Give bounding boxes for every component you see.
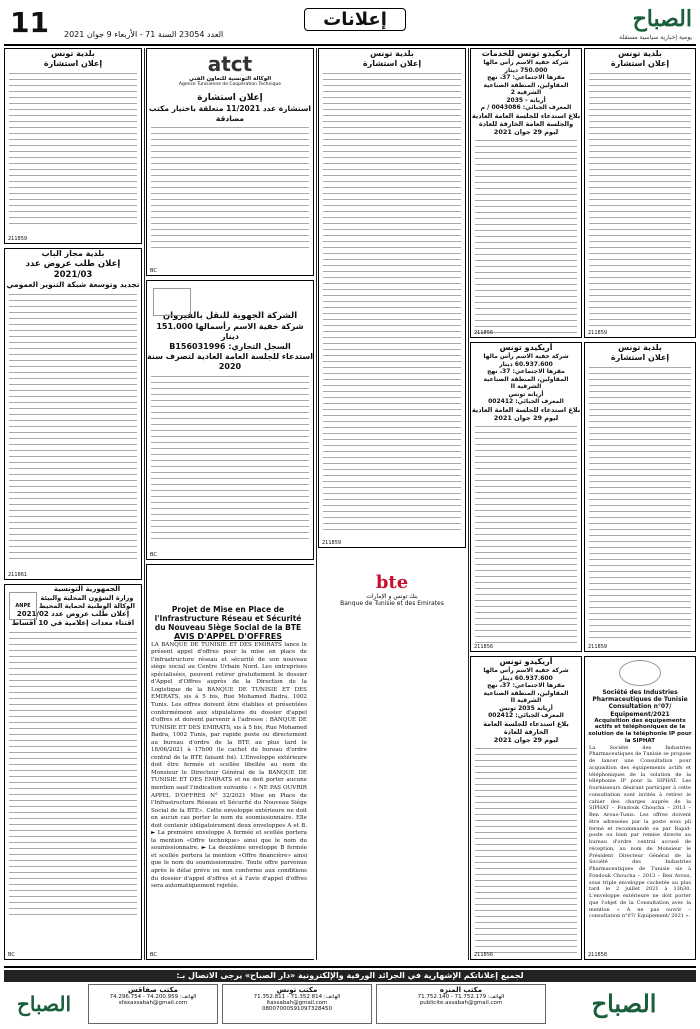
ad-notice: بلاغ استدعاء للجلسة العامة الخارقة للعادة [483, 719, 569, 736]
atct-logo-french: Agence Tunisienne de Coopération Technique [178, 82, 282, 87]
ad-ref: 211861 [8, 572, 28, 578]
ad-tax-id: المعرف الجبائي: 002412 [488, 712, 564, 719]
ad-municipality-tunis-2 [584, 342, 696, 652]
ad-ministry: وزارة الشؤون المحلية والبيئة [40, 593, 134, 602]
page-header [4, 4, 696, 46]
ad-ref: 211859 [322, 540, 342, 546]
ad-title: بلدية تونس [618, 49, 662, 58]
ad-city: أريانة تونس [508, 390, 544, 398]
masthead-logo [602, 6, 692, 40]
ad-body-text [9, 292, 137, 562]
ad-ref: BC [8, 952, 15, 958]
footer-logo-right: الصباح [591, 989, 657, 1018]
ad-subtitle: استشارة عدد 11/2021 متعلقة باختيار مكتب مصادقة [149, 104, 311, 123]
ad-address: مقرها الاجتماعي: 37، نهج المقاولين، المنطقة الصناعية الشرقية 2 [483, 74, 569, 96]
ad-title: بلدية تونس [618, 343, 662, 352]
ad-subtitle: شركة خفية الاسم رأس مالها 60.937.600 دينار [483, 353, 569, 368]
ad-notice: استدعاء للجلسة العامة العادية لتصرف سنة 2020 [147, 351, 313, 371]
masthead-logo-text: الصباح [632, 6, 692, 32]
ad-ref: 211859 [8, 236, 28, 242]
ad-subtitle: شركة خفية الاسم رأس مالها 60.937.600 دينار [483, 667, 569, 682]
ad-object: Acquisition des équipements actifs et téléphoniques de la solution de la téléphonie IP pour la SIPHAT [588, 717, 692, 744]
ad-title: أريكيدو تونس [499, 657, 553, 666]
ad-atct [146, 48, 314, 276]
ad-body-text [323, 71, 461, 531]
footer-phone-line: 08007000591097328450 [262, 1006, 332, 1012]
column-divider [144, 48, 145, 960]
ad-title: الشركة الجهوية للنقل بالقيروان [162, 311, 298, 321]
ad-body-text [475, 138, 577, 338]
office-title: مكتب المنزه [439, 986, 483, 994]
column-left [4, 48, 142, 960]
ad-date: ليوم 29 جوان 2021 [493, 735, 559, 744]
ad-title: أريكيدو تونس للخدمات [481, 49, 571, 58]
ad-register: السجل التجاري: B156031996 [169, 341, 291, 351]
office-phone: الهاتف: 74.200.959 - 74.296.754 [109, 994, 197, 1000]
ad-subtitle: شركة خفية الاسم رأس مالها 750.000 دينار [483, 59, 569, 74]
ad-address: مقرها الاجتماعي: 37، نهج المقاولين، المنطقة الصناعية الشرقية II [483, 368, 569, 390]
office-title: مكتب تونس [276, 986, 318, 994]
ad-ref: 211859 [588, 330, 608, 336]
footer-logo-left: الصباح [16, 992, 72, 1016]
ad-body-text [589, 365, 691, 640]
column-right [470, 48, 696, 960]
ad-municipality-tunis-3 [318, 48, 466, 548]
office-email: sfaxassabah@gmail.com [118, 1000, 188, 1006]
office-email: ltassabah@gmail.com [266, 1000, 328, 1006]
ad-title: بلدية مجاز الباب [41, 249, 105, 258]
ad-ref: 211859 [588, 644, 608, 650]
office-phone: الهاتف: 71.752.179 - 71.752.140 [417, 994, 505, 1000]
ad-subtitle: إعلان استشارة [43, 59, 103, 68]
anpe-logo-text: ANPE [15, 603, 31, 609]
footer-office-tunis [222, 984, 372, 1024]
ad-tax-id: المعرف الجبائي: 002412 [488, 398, 564, 405]
office-email: publicite.assabah@gmail.com [419, 1000, 503, 1006]
ad-notice: بلاغ استدعاء للجلسة العامة العادية [471, 405, 581, 414]
ad-siphat-consultation [584, 656, 696, 960]
ad-ref: 211856 [474, 330, 494, 336]
ad-body: LA BANQUE DE TUNISIE ET DES EMIRATS lance le présent appel d'offres pour la mise en place de l'infrastructure réseau et sécurité de son nouveau siège social au Centre Urbain Nord. Les entreprises spécialisées, peuvent retirer gratuitement le dossier d'Appel d'Offres auprès de la Direction de la Logistique de la BANQUE DE TUNISIE ET DES EMIRATS, sis à 5 bis, Rue Mohamed Badra, 1002 Tunis. Les offres doivent être établies et présentées conformément aux stipulations du dossier d'appel d'offres et doivent parvenir à l'adresse : BANQUE DE TUNISIE ET DES EMIRATS, sis à 5 bis, Rue Mohamed Badra, 1002 Tunis, par rapide poste ou directement au bureau d'ordre de la BTE au plus tard le 18/06/2021 à 17h00 (le cachet du bureau d'ordre central de la BTE faisant foi). L'Enveloppe extérieure doit être fermée et scellée libellée au nom de Monsieur le Directeur Général de la BANQUE DE TUNISIE ET DES EMIRATS et ne doit porter aucune mention sauf l'indication suivante : « NE PAS OUVRIR APPEL D'OFFRES N° 32/2021 Mise en Place de l'Infrastructure Réseau et Sécurité du Nouveau Siège Social de la BTE». Cette enveloppe extérieure ne doit en aucun cas porter le nom du soumissionnaire. Elle doit contenir obligatoirement deux enveloppes A et B. ► La première enveloppe A fermée et scellée portera la mention «Offre technique» ainsi que le nom du soumissionnaire. ► La deuxième enveloppe B fermée et scellée portera la mention «Offre financière» ainsi que le nom du soumissionnaire. Toute offre parvenue après le délai prévu ou non conforme aux conditions du dossier d'appel d'offres et à l'avis d'appel d'offres sera automatiquement rejetée. [151, 641, 307, 890]
ad-subtitle: إعلان استشارة [610, 59, 670, 68]
ad-subtitle: AVIS D'APPEL D'OFFRES [174, 632, 282, 641]
ad-subtitle: إعلان استشارة [610, 353, 670, 362]
ad-date: ليوم 29 جوان 2021 [493, 127, 559, 136]
atct-logo [175, 52, 285, 90]
footer-band: لجميع إعلاناتكم الإشهارية في الجرائد الورقية والإلكترونية «دار الصباح» يرجى الاتصال بـ: [4, 970, 696, 982]
ad-title: إعلان استشارة [197, 93, 263, 103]
ad-body-text [151, 374, 309, 542]
column-divider [468, 48, 469, 960]
ad-ref: 211856 [474, 952, 494, 958]
page-footer [4, 966, 696, 1026]
issue-line: العدد 23054 السنة 71 - الأربعاء 9 جوان 2021 [64, 30, 224, 39]
atct-logo-text: atct [207, 52, 253, 76]
siphat-logo-icon [619, 660, 661, 686]
bte-logo-french: Banque de Tunisie et des Emirates [340, 600, 444, 607]
ad-arikido-tunis-ordinary [470, 342, 582, 652]
ad-address: مقرها الاجتماعي: 37، نهج المقاولين، المنطقة الصناعية الشرقية II [483, 682, 569, 704]
ad-municipality-tunis-1 [584, 48, 696, 338]
ad-body-text [475, 424, 577, 644]
ad-body: La Société des Industries Pharmaceutiques de Tunisie se propose de lancer une Consultation pour acquisition des équipements actifs et téléphoniques de la solution de la téléphonie IP pour la SIPHAT. Les fournisseurs désirant participer à cette consultation sont invités à retirer le cahier des charges auprès de la SIPHAT – Fondouk Choucha – 2013 – Ben Arous-Tunis. Les offres doivent être adressées par la poste sous pli fermé et recommandé ou par Rapid-poste ou bien par remise directe au bureau d'ordre central accusé de réception, au nom de Monsieur le Président Directeur Général de la Société des Industries Pharmaceutiques de Tunisie sis à Fondouk Choucha – 2013 – Ben Arous, sous triple enveloppe cachetée au plus tard le 2 juillet 2021 à 13h30. L'enveloppe extérieure ne doit porter que l'objet de la Consultation avec la mention « A ne pas ouvrir – consultation n°07/ Equipement/ 2021 ». [589, 744, 691, 920]
bte-logo-arabic: بنك تونس و الإمارات [366, 593, 418, 600]
ad-body-text [9, 630, 137, 920]
masthead-subtitle: يومية إخبارية سياسية مستقلة [619, 34, 692, 41]
ad-subtitle: Consultation n°07/ Equipement/2021 [608, 703, 672, 718]
ad-object: تجديد وتوسعة شبكة التنوير العمومي [6, 280, 140, 290]
ad-title: أريكيدو تونس [499, 343, 553, 352]
bte-logo [332, 572, 452, 607]
ad-title: الجمهورية التونسية [53, 585, 121, 593]
bte-logo-block [318, 552, 466, 642]
ad-title: Société des Industries Pharmaceutiques de Tunisie [592, 689, 688, 704]
ad-arikido-tunis-extraordinary [470, 656, 582, 960]
ad-arikido-services [470, 48, 582, 338]
ad-ref: 211856 [474, 644, 494, 650]
ad-regional-transport-kairouan [146, 280, 314, 560]
footer-office-sfax [88, 984, 218, 1024]
ad-body-text [151, 125, 309, 253]
ad-subtitle: إعلان طلب عروض عدد 2021/02 [16, 610, 130, 618]
ad-notice: بلاغ استدعاء للجلسة العامة العادية والجلسة العامة الخارقة للعادة [471, 111, 581, 128]
atct-logo-arabic: الوكالة التونسية للتعاون الفني [188, 76, 272, 82]
ad-city: أريانة - 2035 [506, 96, 546, 104]
column-center-right [318, 48, 466, 960]
ad-municipality-tunis-4 [4, 48, 142, 244]
ad-title: Projet de Mise en Place de l'Infrastructure Réseau et Sécurité du Nouveau Siège Social de la BTE [154, 605, 302, 632]
ad-body-text [9, 71, 137, 229]
column-divider [316, 48, 317, 960]
office-title: مكتب صفاقس [127, 986, 179, 994]
ad-agency: الوكالة الوطنية لحماية المحيط [39, 601, 135, 610]
ad-body-text [589, 71, 691, 326]
ad-city: أريانة 2035 تونس [499, 704, 553, 712]
kairouan-transport-logo-icon [153, 288, 191, 316]
office-phone: الهاتف: 71.352.814 - 71.352.811 [253, 994, 341, 1000]
section-title: إعلانات [304, 8, 406, 31]
ad-body-text [475, 746, 577, 958]
ad-anpe [4, 584, 142, 960]
ad-subtitle: شركة خفية الاسم رأسمالها 151.000 دينار [156, 321, 304, 341]
ad-subtitle: إعلان طلب عروض عدد 2021/03 [25, 259, 121, 280]
ad-title: بلدية تونس [370, 49, 414, 58]
ad-subtitle: إعلان استشارة [362, 59, 422, 68]
ad-tax-id: المعرف الجبائي: 0043086 / م [480, 104, 572, 111]
ad-municipality-mejez-el-bab [4, 248, 142, 580]
ad-date: ليوم 29 جوان 2021 [493, 413, 559, 422]
ad-ref: BC [150, 552, 157, 558]
ad-ref: 211858 [588, 952, 608, 958]
bte-logo-text: bte [375, 572, 409, 593]
ad-ref: BC [150, 268, 157, 274]
ad-ref: BC [150, 952, 157, 958]
anpe-logo-icon [9, 592, 37, 620]
footer-office-menzah [376, 984, 546, 1024]
ad-title: بلدية تونس [51, 49, 95, 58]
ad-object: اقتناء معدات إعلامية في 10 أقساط [11, 618, 135, 627]
page-number: 11 [10, 6, 49, 39]
ad-bte-tender [146, 564, 314, 960]
column-center-left [146, 48, 314, 960]
